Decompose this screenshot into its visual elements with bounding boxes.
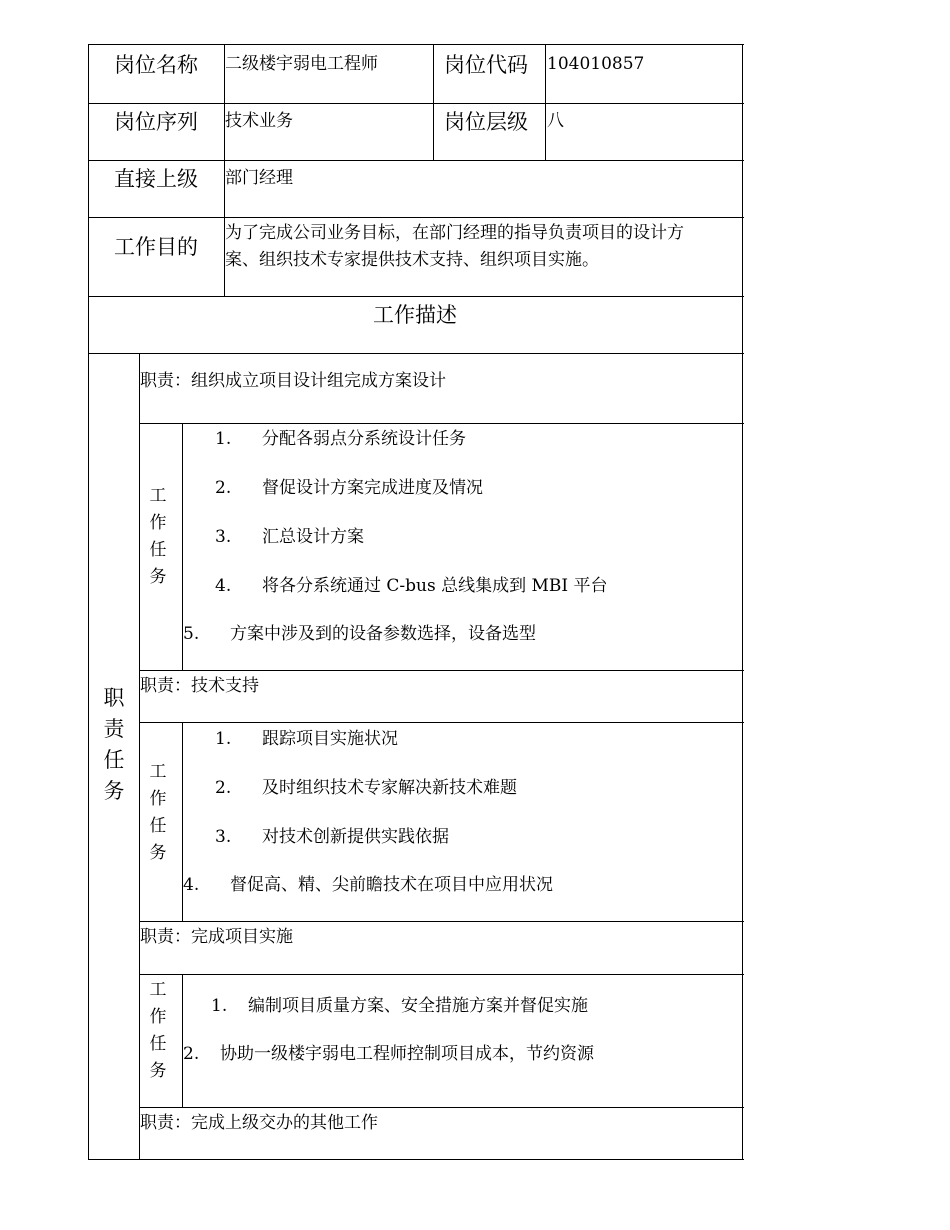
table-border-bottom (88, 1159, 744, 1160)
task-text: 汇总设计方案 (262, 527, 364, 547)
task-text: 跟踪项目实施状况 (262, 729, 398, 749)
purpose-text-line2: 案、组织技术专家提供技术支持、组织项目实施。 (225, 250, 599, 270)
row-divider (139, 670, 744, 671)
row-divider (139, 974, 744, 975)
duties-side-label: 职 责 任 务 (103, 686, 125, 803)
task-text: 方案中涉及到的设备参数选择，设备选型 (230, 624, 536, 644)
task-side-label: 工 作 任 务 (149, 980, 167, 1081)
purpose-label: 工作目的 (114, 235, 198, 259)
task-number: 4. (183, 875, 200, 895)
table-border-top (88, 44, 744, 45)
task-number: 2. (215, 778, 232, 798)
col-divider (433, 44, 434, 161)
task-side-label: 工 作 任 务 (149, 486, 167, 587)
row-divider (139, 921, 744, 922)
task-side-label: 工 作 任 务 (149, 762, 167, 863)
task-number: 1. (215, 729, 232, 749)
task-number: 3. (215, 527, 232, 547)
table-border-right (742, 44, 743, 1160)
purpose-text-line1: 为了完成公司业务目标，在部门经理的指导负责项目的设计方 (225, 223, 684, 243)
task-text: 协助一级楼宇弱电工程师控制项目成本，节约资源 (220, 1044, 594, 1064)
task-number: 1. (211, 996, 228, 1016)
supervisor-label: 直接上级 (114, 167, 198, 191)
task-text: 编制项目质量方案、安全措施方案并督促实施 (248, 996, 588, 1016)
task-number: 3. (215, 827, 232, 847)
row-divider (88, 103, 744, 104)
position-code-value: 104010857 (547, 54, 645, 74)
level-label: 岗位层级 (444, 110, 528, 134)
task-text: 分配各弱点分系统设计任务 (262, 429, 466, 449)
series-value: 技术业务 (225, 111, 293, 131)
row-divider (139, 423, 744, 424)
position-name-value: 二级楼宇弱电工程师 (225, 54, 378, 74)
table-border-left (88, 44, 89, 1160)
row-divider (88, 160, 744, 161)
level-value: 八 (547, 111, 564, 131)
series-label: 岗位序列 (114, 110, 198, 134)
position-name-label: 岗位名称 (114, 53, 198, 77)
duty-title: 职责：完成项目实施 (140, 927, 293, 947)
col-divider (182, 974, 183, 1108)
task-text: 及时组织技术专家解决新技术难题 (262, 778, 517, 798)
task-number: 2. (183, 1044, 200, 1064)
task-text: 对技术创新提供实践依据 (262, 827, 449, 847)
task-number: 5. (183, 624, 200, 644)
row-divider (88, 217, 744, 218)
task-text: 督促高、精、尖前瞻技术在项目中应用状况 (230, 875, 553, 895)
description-title: 工作描述 (373, 303, 457, 327)
task-number: 2. (215, 478, 232, 498)
row-divider (139, 722, 744, 723)
duty-title: 职责：组织成立项目设计组完成方案设计 (140, 371, 446, 391)
duty-title: 职责：技术支持 (140, 676, 259, 696)
row-divider (139, 1107, 744, 1108)
task-number: 1. (215, 429, 232, 449)
position-code-label: 岗位代码 (444, 53, 528, 77)
supervisor-value: 部门经理 (225, 168, 293, 188)
row-divider (88, 353, 744, 354)
row-divider (88, 296, 744, 297)
task-text: 督促设计方案完成进度及情况 (262, 478, 483, 498)
task-text: 将各分系统通过 C-bus 总线集成到 MBI 平台 (262, 576, 608, 596)
duty-title: 职责：完成上级交办的其他工作 (140, 1113, 378, 1133)
col-divider (139, 353, 140, 1160)
task-number: 4. (215, 576, 232, 596)
